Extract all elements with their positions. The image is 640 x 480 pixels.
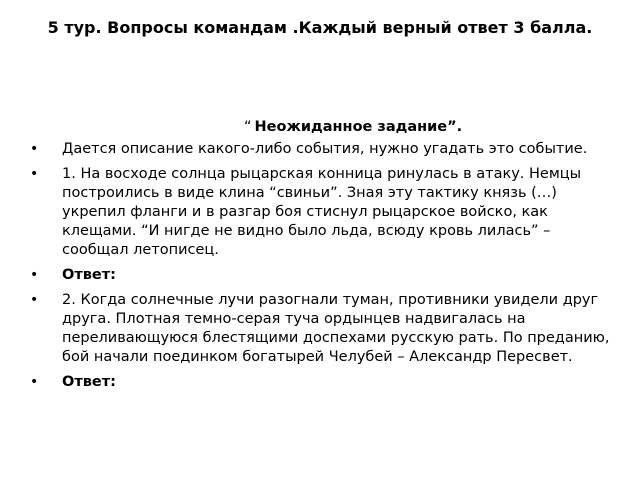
question-1-text: 1. На восходе солнца рыцарская конница ринулась в атаку. Немцы построились в виде клина “свиньи”. Зная эту тактику князь (…) укрепил фланги и в разгар боя стиснул рыцарское войско, как клещами. “И нигде не видно было льда, всюду кровь лилась” – сообщал летописец. [62,166,582,258]
question-list [0,140,640,398]
question-2-text: 2. Когда солнечные лучи разогнали туман, противники увидели друг друга. Плотная темно-серая туча ордынцев надвигалась на переливающуюся блестящими доспехами русскую рать. По преданию, бой начали поединком богатырей Челубей – Александр Пересвет. [62,292,610,365]
task-heading-open-quote: “ [244,119,252,135]
task-heading-text: Неожиданное задание”. [254,119,463,135]
bullet-icon: • [30,267,39,283]
slide-title: 5 тур. Вопросы командам .Каждый верный ответ 3 балла. [47,18,593,37]
bullet-icon: • [30,374,39,390]
list-item-answer-2 [0,373,640,392]
list-item-answer-1 [0,266,640,285]
answer-1-label: Ответ: [62,267,116,283]
list-item-instruction [0,140,640,159]
bullet-icon: • [30,166,39,182]
answer-2-label: Ответ: [62,374,116,390]
task-heading [0,118,640,136]
list-item-question-2 [0,291,640,367]
instruction-text: Дается описание какого-либо события, нужно угадать это событие. [62,141,588,157]
list-item-question-1 [0,165,640,260]
bullet-icon: • [30,141,39,157]
bullet-icon: • [30,292,39,308]
